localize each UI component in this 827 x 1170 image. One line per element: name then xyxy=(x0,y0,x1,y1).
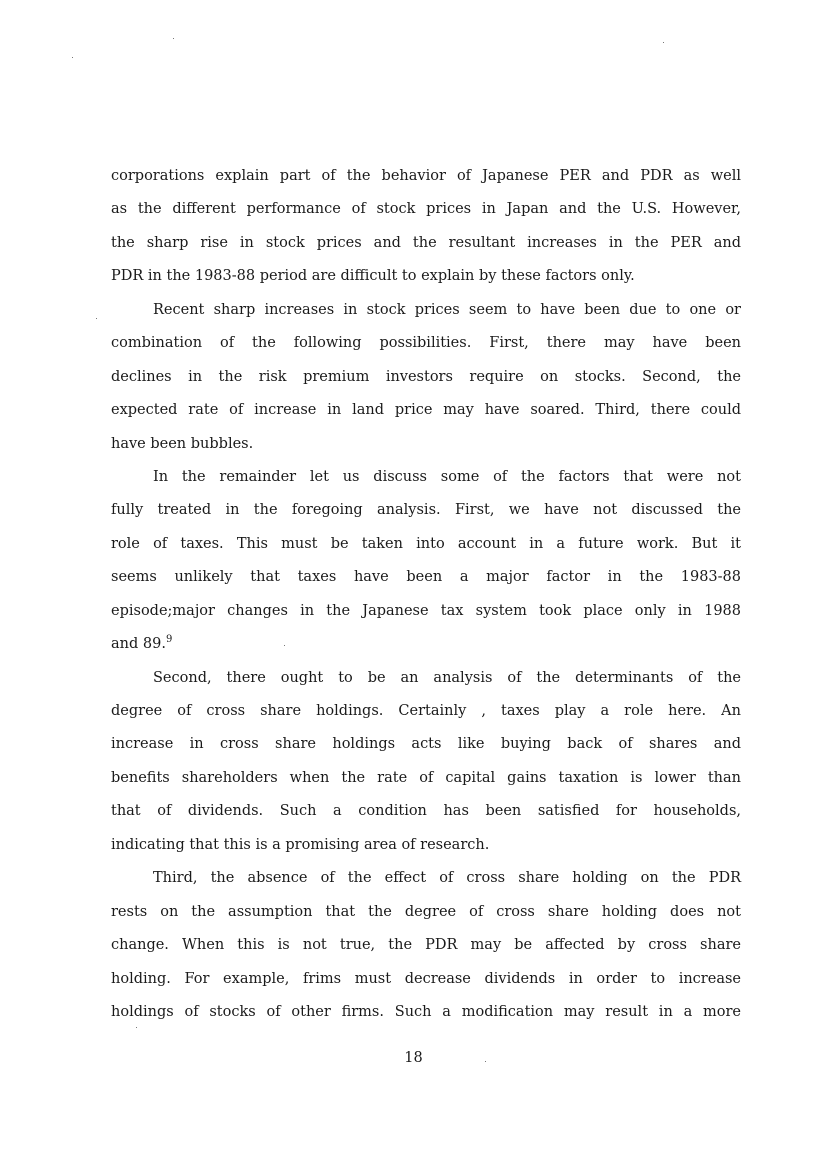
text-line xyxy=(111,294,741,327)
line-text: declines in the risk premium investors require on stocks. Second, the xyxy=(111,368,741,385)
paragraph xyxy=(111,294,741,461)
text-line xyxy=(111,728,741,761)
line-text: change. When this is not true, the PDR may be affected by cross share xyxy=(111,937,741,954)
page-number: 18 xyxy=(404,1050,423,1066)
text-line xyxy=(111,361,741,394)
paragraph xyxy=(111,461,741,662)
scan-speck xyxy=(173,38,174,39)
text-line xyxy=(111,762,741,795)
scan-speck xyxy=(96,318,97,319)
text-line xyxy=(111,896,741,929)
text-line xyxy=(111,260,741,293)
line-text: episode;major changes in the Japanese tax system took place only in 1988 xyxy=(111,602,741,619)
text-line xyxy=(111,160,741,193)
scan-speck xyxy=(72,57,73,58)
text-line xyxy=(111,193,741,226)
text-line xyxy=(111,795,741,828)
line-text: fully treated in the foregoing analysis. First, we have not discussed the xyxy=(111,502,741,519)
line-text: role of taxes. This must be taken into account in a future work. But it xyxy=(111,535,741,552)
text-line xyxy=(111,862,741,895)
text-line xyxy=(111,494,741,527)
line-text: Second, there ought to be an analysis of the determinants of the xyxy=(153,669,741,686)
footnote-marker: 9 xyxy=(165,634,173,646)
line-text: as the different performance of stock prices in Japan and the U.S. However, xyxy=(111,201,741,218)
text-line xyxy=(111,662,741,695)
scan-speck xyxy=(136,1027,137,1028)
line-text: combination of the following possibilities. First, there may have been xyxy=(111,335,741,352)
text-line xyxy=(111,963,741,996)
line-text: holdings of stocks of other firms. Such a modification may result in a more xyxy=(111,1003,741,1020)
line-text: In the remainder let us discuss some of the factors that were not xyxy=(153,468,741,485)
paragraph xyxy=(111,160,741,294)
line-text: Recent sharp increases in stock prices seem to have been due to one or xyxy=(153,301,741,318)
text-line xyxy=(111,595,741,628)
scan-speck xyxy=(284,645,285,646)
line-text: the sharp rise in stock prices and the resultant increases in the PER and xyxy=(111,234,741,251)
text-line xyxy=(111,428,741,461)
scan-speck xyxy=(485,1061,486,1062)
line-text: corporations explain part of the behavior of Japanese PER and PDR as well xyxy=(111,168,741,184)
line-text: increase in cross share holdings acts like buying back of shares and xyxy=(111,736,741,753)
text-line xyxy=(111,461,741,494)
line-text: and 89. xyxy=(111,636,166,653)
paragraph xyxy=(111,862,741,1029)
text-line xyxy=(111,829,741,862)
scan-speck xyxy=(663,42,664,43)
text-line xyxy=(111,327,741,360)
line-text: have been bubbles. xyxy=(111,435,254,452)
line-text: indicating that this is a promising area of research. xyxy=(111,836,490,853)
line-text: that of dividends. Such a condition has been satisfied for households, xyxy=(111,803,741,820)
paragraph xyxy=(111,662,741,863)
line-text: seems unlikely that taxes have been a major factor in the 1983-88 xyxy=(111,569,741,586)
line-text: benefits shareholders when the rate of capital gains taxation is lower than xyxy=(111,769,741,786)
text-line xyxy=(111,227,741,260)
text-line xyxy=(111,695,741,728)
text-line xyxy=(111,929,741,962)
text-line xyxy=(111,628,741,661)
line-text: Third, the absence of the effect of cross share holding on the PDR xyxy=(153,870,741,887)
text-line xyxy=(111,996,741,1029)
body-text xyxy=(111,160,741,1029)
text-line xyxy=(111,394,741,427)
text-line xyxy=(111,561,741,594)
line-text: rests on the assumption that the degree of cross share holding does not xyxy=(111,903,741,920)
line-text: expected rate of increase in land price may have soared. Third, there could xyxy=(111,402,741,419)
line-text: PDR in the 1983-88 period are difficult to explain by these factors only. xyxy=(111,268,635,285)
text-line xyxy=(111,528,741,561)
line-text: holding. For example, frims must decrease dividends in order to increase xyxy=(111,970,741,987)
line-text: degree of cross share holdings. Certainly , taxes play a role here. An xyxy=(111,703,741,719)
